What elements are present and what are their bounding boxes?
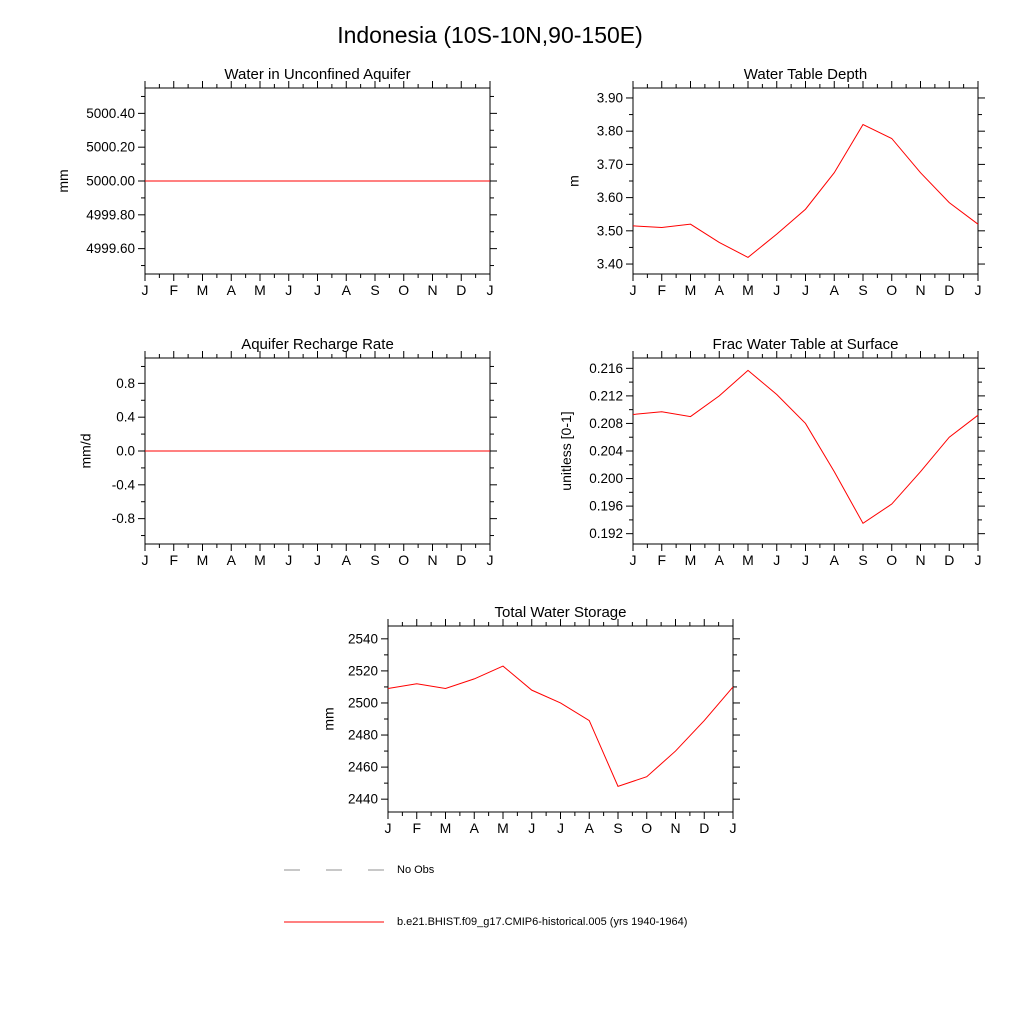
chart-title: Frac Water Table at Surface <box>712 336 899 353</box>
x-tick-label: M <box>254 282 266 298</box>
x-tick-label: J <box>557 820 564 836</box>
x-tick-label: S <box>370 282 380 298</box>
y-tick-label: 5000.00 <box>86 173 135 189</box>
x-tick-label: A <box>584 820 594 836</box>
x-tick-label: A <box>714 552 724 568</box>
x-tick-label: S <box>858 282 868 298</box>
chart-title: Total Water Storage <box>494 604 627 621</box>
y-tick-label: 0.0 <box>116 443 135 459</box>
x-tick-label: M <box>742 282 754 298</box>
x-tick-label: J <box>773 552 781 568</box>
x-tick-label: A <box>341 282 351 298</box>
chart-total-water-storage <box>273 598 743 848</box>
legend-item-no-obs <box>283 864 434 876</box>
x-tick-label: A <box>226 552 236 568</box>
y-tick-label: 3.80 <box>596 123 623 139</box>
y-tick-label: 2520 <box>347 663 378 679</box>
y-tick-label: -0.4 <box>111 477 135 493</box>
x-tick-label: M <box>196 552 209 568</box>
chart-title: Aquifer Recharge Rate <box>241 336 394 353</box>
chart-aquifer-recharge-rate <box>30 330 500 580</box>
y-tick-label: 4999.80 <box>86 207 135 223</box>
x-tick-label: J <box>384 820 392 836</box>
y-tick-label: 5000.20 <box>86 139 135 155</box>
x-tick-label: N <box>670 820 681 836</box>
x-tick-label: O <box>886 282 898 298</box>
y-tick-label: 5000.40 <box>86 105 135 121</box>
x-tick-label: J <box>974 552 982 568</box>
x-tick-label: J <box>285 552 293 568</box>
y-tick-label: 2480 <box>347 727 378 743</box>
y-tick-label: 0.196 <box>589 498 623 514</box>
series-line <box>388 666 733 786</box>
x-tick-label: J <box>141 282 149 298</box>
y-tick-label: 0.8 <box>116 375 135 391</box>
y-tick-label: 2440 <box>347 791 378 807</box>
y-tick-label: 2540 <box>347 631 378 647</box>
x-tick-label: S <box>613 820 623 836</box>
x-tick-label: N <box>915 282 926 298</box>
x-tick-label: M <box>196 282 209 298</box>
y-tick-label: 0.212 <box>589 388 623 404</box>
x-tick-label: A <box>469 820 479 836</box>
x-tick-label: J <box>802 282 809 298</box>
x-tick-label: S <box>370 552 380 568</box>
series-line <box>633 370 978 523</box>
x-tick-label: J <box>314 552 321 568</box>
x-tick-label: J <box>528 820 536 836</box>
chart-title: Water Table Depth <box>743 66 868 83</box>
chart-title: Water in Unconfined Aquifer <box>224 66 411 83</box>
x-tick-label: M <box>254 552 266 568</box>
x-tick-label: D <box>699 820 710 836</box>
x-tick-label: D <box>944 282 955 298</box>
x-tick-label: A <box>226 282 236 298</box>
no-obs-line-swatch <box>283 866 385 874</box>
x-tick-label: F <box>169 552 179 568</box>
x-tick-label: J <box>285 282 293 298</box>
legend-label-no-obs: No Obs <box>397 864 435 876</box>
y-tick-label: 3.40 <box>596 256 623 272</box>
chart-water-table-depth <box>518 60 988 310</box>
y-axis-label: mm/d <box>77 433 94 469</box>
y-tick-label: 3.50 <box>596 223 623 239</box>
y-tick-label: 3.70 <box>596 156 623 172</box>
x-tick-label: M <box>439 820 452 836</box>
chart-frac-water-table-at-surface <box>518 330 988 580</box>
x-tick-label: F <box>657 552 667 568</box>
chart-water-in-unconfined-aquifer <box>30 60 500 310</box>
x-tick-label: J <box>629 552 637 568</box>
legend-label-model-run: b.e21.BHIST.f09_g17.CMIP6-historical.005 (yrs 1940-1964) <box>397 916 688 928</box>
x-tick-label: J <box>974 282 982 298</box>
y-axis-label: mm <box>54 169 71 193</box>
x-tick-label: N <box>427 552 438 568</box>
plot-frame <box>633 358 978 544</box>
y-tick-label: 0.192 <box>589 526 623 542</box>
x-tick-label: J <box>802 552 809 568</box>
x-tick-label: A <box>829 552 839 568</box>
y-tick-label: -0.8 <box>111 511 135 527</box>
x-tick-label: M <box>684 282 697 298</box>
x-tick-label: A <box>829 282 839 298</box>
x-tick-label: D <box>456 282 467 298</box>
x-tick-label: M <box>742 552 754 568</box>
y-axis-label: m <box>565 175 582 187</box>
legend-item-model-run <box>283 916 687 928</box>
x-tick-label: S <box>858 552 868 568</box>
x-tick-label: J <box>486 552 494 568</box>
x-tick-label: J <box>629 282 637 298</box>
y-tick-label: 0.200 <box>589 471 623 487</box>
y-tick-label: 3.90 <box>596 90 623 106</box>
y-tick-label: 2460 <box>347 759 378 775</box>
y-tick-label: 0.216 <box>589 360 623 376</box>
x-tick-label: F <box>657 282 667 298</box>
x-tick-label: J <box>486 282 494 298</box>
x-tick-label: O <box>886 552 898 568</box>
x-tick-label: J <box>141 552 149 568</box>
plot-frame <box>633 88 978 274</box>
x-tick-label: N <box>915 552 926 568</box>
y-tick-label: 3.60 <box>596 190 623 206</box>
x-tick-label: D <box>944 552 955 568</box>
y-tick-label: 0.208 <box>589 415 623 431</box>
x-tick-label: M <box>497 820 509 836</box>
y-tick-label: 0.204 <box>589 443 623 459</box>
x-tick-label: A <box>341 552 351 568</box>
x-tick-label: F <box>412 820 422 836</box>
y-axis-label: unitless [0-1] <box>558 411 574 491</box>
plot-frame <box>388 626 733 812</box>
x-tick-label: J <box>729 820 737 836</box>
y-tick-label: 2500 <box>347 695 378 711</box>
page-title: Indonesia (10S-10N,90-150E) <box>337 22 643 48</box>
x-tick-label: F <box>169 282 179 298</box>
x-tick-label: D <box>456 552 467 568</box>
x-tick-label: O <box>641 820 653 836</box>
x-tick-label: J <box>314 282 321 298</box>
x-tick-label: M <box>684 552 697 568</box>
y-tick-label: 0.4 <box>116 409 135 425</box>
y-tick-label: 4999.60 <box>86 241 135 257</box>
x-tick-label: J <box>773 282 781 298</box>
x-tick-label: N <box>427 282 438 298</box>
x-tick-label: O <box>398 552 410 568</box>
x-tick-label: O <box>398 282 410 298</box>
x-tick-label: A <box>714 282 724 298</box>
y-axis-label: mm <box>320 707 337 731</box>
model-line-swatch <box>283 918 385 926</box>
series-line <box>633 125 978 258</box>
